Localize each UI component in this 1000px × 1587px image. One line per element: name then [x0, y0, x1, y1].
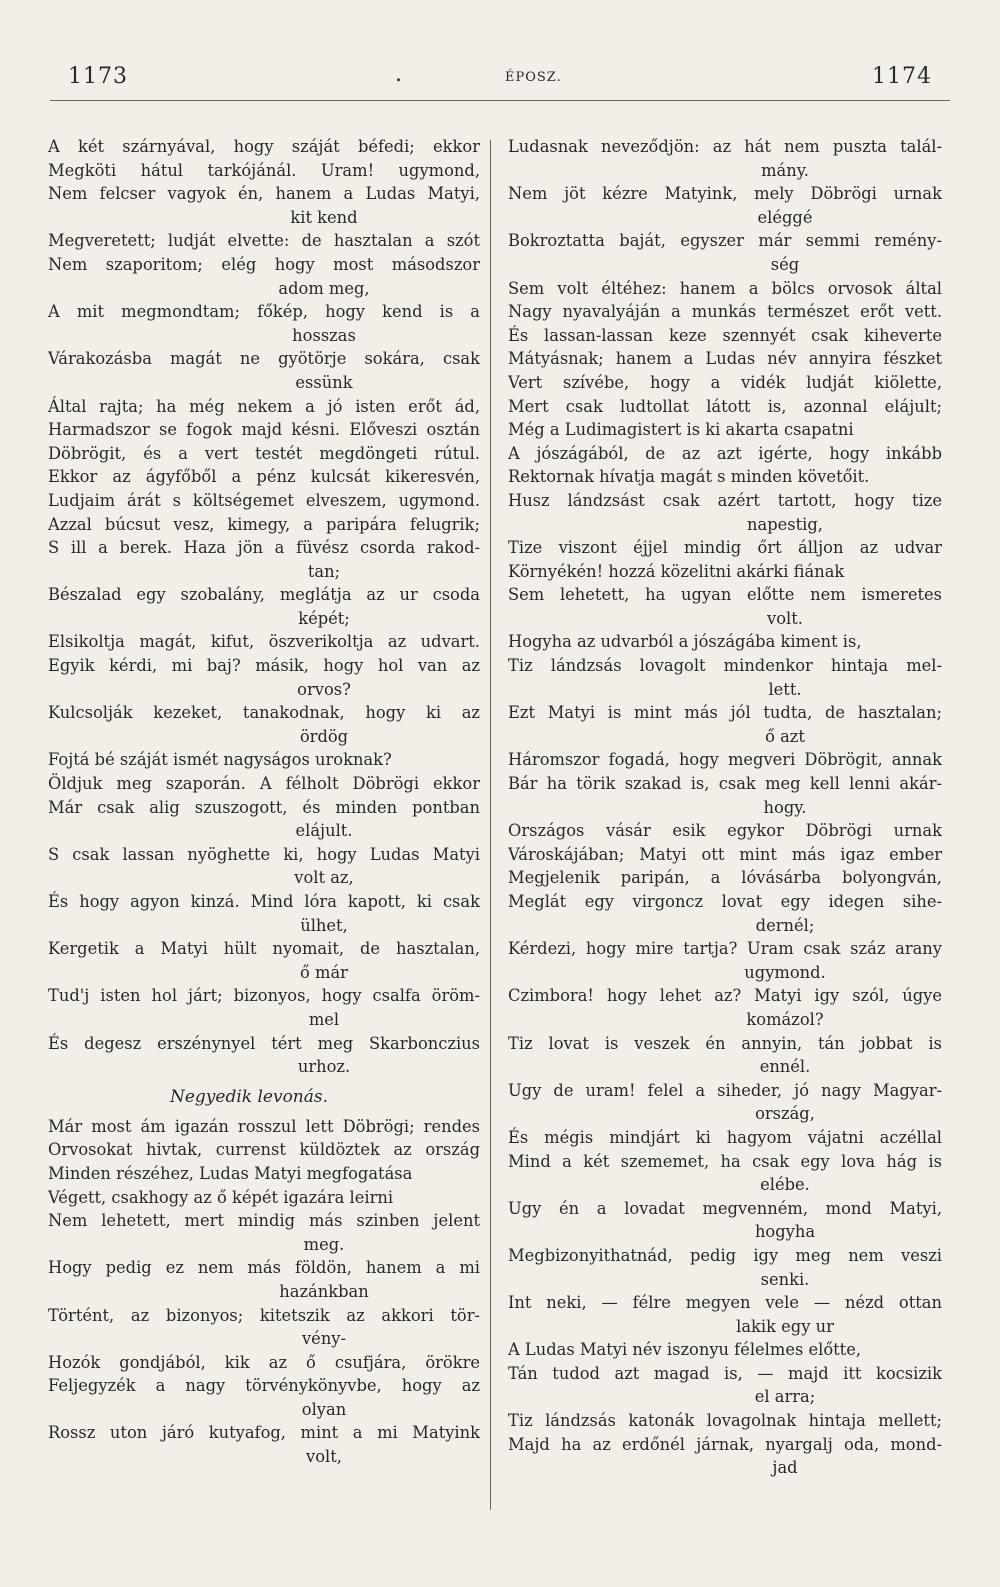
right-column-verses: [508, 135, 942, 1480]
verse-line: Megbizonyithatnád, pedig igy meg nem veszi: [508, 1245, 942, 1265]
verse-line: Int neki, — félre megyen vele — nézd ottan: [508, 1293, 942, 1313]
verse-line: Sem volt éltéhez: hanem a bölcs orvosok által: [508, 278, 942, 298]
verse-line: ország,: [755, 1104, 815, 1124]
verse-line: Nem lehetett, mert mindig más szinben jelent: [48, 1211, 480, 1231]
left-column: [48, 135, 480, 1469]
left-page-number: 1173: [68, 64, 128, 89]
verse-line: A két szárnyával, hogy száját béfedi; ekkor: [48, 137, 480, 156]
verse-line: Mind a két szememet, ha csak egy lova hág is: [508, 1151, 942, 1171]
verse-line: Végett, csakhogy az ő képét igazára leirni: [48, 1187, 394, 1207]
verse-line: Már csak alig szuszogott, és minden pontban: [48, 797, 480, 817]
verse-line: ugymond.: [744, 962, 826, 982]
verse-line: Ludjaim árát s költségemet elveszem, ugymond.: [48, 490, 480, 510]
verse-line: Elsikoltja magát, kifut, öszverikoltja az udvart.: [48, 632, 480, 652]
verse-line: hosszas: [292, 325, 356, 345]
verse-line: A jószágából, de az azt igérte, hogy inkább: [508, 443, 942, 463]
header-rule: [50, 100, 950, 101]
verse-line: eléggé: [757, 207, 813, 227]
verse-line: Bokroztatta baját, egyszer már semmi remény-: [508, 231, 942, 251]
right-page-number: 1174: [872, 64, 932, 89]
verse-line: Nem felcser vagyok én, hanem a Ludas Matyi,: [48, 184, 480, 204]
verse-line: kit kend: [290, 207, 358, 227]
verse-line: A mit megmondtam; főkép, hogy kend is a: [48, 302, 480, 322]
page-header: [50, 58, 950, 98]
verse-line: meg.: [303, 1234, 345, 1254]
verse-line: mány.: [761, 160, 809, 180]
verse-line: Kulcsolják kezeket, tanakodnak, hogy ki az: [48, 703, 480, 723]
verse-line: ennél.: [759, 1057, 811, 1077]
verse-line: Ludasnak neveződjön: az hát nem puszta talál-: [508, 137, 942, 156]
verse-line: Nagy nyavalyáján a munkás természet erőt vett.: [508, 302, 942, 322]
verse-line: Ugy de uram! felel a siheder, jó nagy Magyar-: [508, 1080, 942, 1100]
verse-line: Környékén! hozzá közelitni akárki fiának: [508, 561, 845, 581]
verse-line: Egyik kérdi, mi baj? másik, hogy hol van az: [48, 656, 480, 676]
verse-line: Minden részéhez, Ludas Matyi megfogatása: [48, 1163, 413, 1183]
verse-line: Hozók gondjából, kik az ő csufjára, örökre: [48, 1352, 480, 1372]
left-column-verses-b: [48, 1115, 480, 1469]
verse-line: S csak lassan nyöghette ki, hogy Ludas Matyi: [48, 844, 480, 864]
verse-line: ördög: [299, 726, 349, 746]
verse-line: hogy.: [763, 797, 807, 817]
verse-line: És mégis mindjárt ki hagyom vájatni aczéllal: [508, 1127, 942, 1147]
verse-line: Rossz uton járó kutyafog, mint a mi Matyink: [48, 1423, 480, 1443]
verse-line: volt,: [306, 1447, 342, 1467]
verse-line: volt az,: [294, 868, 354, 888]
verse-line: Még a Ludimagistert is ki akarta csapatni: [508, 420, 854, 440]
verse-line: olyan: [301, 1399, 347, 1419]
verse-line: Vert szívébe, hogy a vidék ludját kiölette,: [508, 372, 942, 392]
verse-line: mel: [308, 1009, 340, 1029]
verse-line: napestig,: [747, 514, 823, 534]
verse-line: vény-: [301, 1329, 347, 1349]
verse-line: Városkájában; Matyi ott mint más igaz ember: [508, 844, 942, 864]
verse-line: Tiz lándzsás katonák lovagolnak hintaja mellett;: [508, 1411, 942, 1431]
verse-line: Nem jöt kézre Matyink, mely Döbrögi urnak: [508, 184, 942, 204]
verse-line: adom meg,: [278, 278, 370, 298]
verse-line: tan;: [307, 561, 341, 581]
verse-line: senki.: [760, 1269, 810, 1289]
verse-line: Hogy pedig ez nem más földön, hanem a mi: [48, 1258, 480, 1278]
verse-line: hazánkban: [279, 1281, 369, 1301]
verse-line: elébe.: [760, 1175, 810, 1195]
verse-line: lett.: [768, 679, 802, 699]
running-title: ÉPOSZ.: [505, 70, 562, 85]
verse-line: Mátyásnak; hanem a Ludas név annyira fészket: [508, 349, 942, 369]
column-divider: [490, 140, 491, 1510]
verse-line: komázol?: [746, 1009, 824, 1029]
verse-line: Nem szaporitom; elég hogy most másodszor: [48, 254, 480, 274]
verse-line: képét;: [298, 608, 350, 628]
verse-line: Tud'j isten hol járt; bizonyos, hogy csalfa öröm-: [48, 986, 480, 1006]
verse-line: Ugy én a lovadat megvenném, mond Matyi,: [508, 1198, 942, 1218]
verse-line: Öldjuk meg szaporán. A félholt Döbrögi ekkor: [48, 774, 480, 794]
verse-line: Által rajta; ha még nekem a jó isten erőt ád,: [48, 396, 480, 416]
verse-line: Tiz lándzsás lovagolt mindenkor hintaja mel-: [508, 656, 942, 676]
verse-line: Fojtá bé száját ismét nagyságos uroknak?: [48, 750, 392, 770]
verse-line: lakik egy ur: [736, 1316, 834, 1336]
verse-line: Tán tudod azt magad is, — majd itt kocsizik: [508, 1363, 942, 1383]
verse-line: Kérdezi, hogy mire tartja? Uram csak száz arany: [508, 939, 942, 959]
verse-line: volt.: [767, 608, 803, 628]
verse-line: Kergetik a Matyi hült nyomait, de hasztalan,: [48, 939, 480, 959]
verse-line: ő már: [300, 962, 348, 982]
verse-line: Majd ha az erdőnél járnak, nyargalj oda, mond-: [508, 1434, 942, 1454]
verse-line: Czimbora! hogy lehet az? Matyi igy szól, úgye: [508, 986, 942, 1006]
verse-line: Bészalad egy szobalány, meglátja az ur csoda: [48, 585, 480, 605]
verse-line: A Ludas Matyi név iszonyu félelmes előtte,: [508, 1340, 862, 1360]
verse-line: el arra;: [754, 1387, 816, 1407]
verse-line: Hogyha az udvarból a jószágába kiment is,: [508, 632, 862, 652]
verse-line: essünk: [295, 372, 353, 392]
verse-line: S ill a berek. Haza jön a füvész csorda rakod-: [48, 538, 480, 558]
verse-line: Bár ha törik szakad is, csak meg kell lenni akár-: [508, 774, 942, 794]
verse-line: Háromszor fogadá, hogy megveri Döbrögit, annak: [508, 750, 942, 770]
verse-line: Ekkor az ágyfőből a pénz kulcsát kikeresvén,: [48, 467, 480, 487]
verse-line: Megjelenik paripán, a lóvásárba bolyongván,: [508, 868, 942, 888]
left-column-verses-a: [48, 135, 480, 1079]
verse-line: urhoz.: [297, 1057, 351, 1077]
verse-line: Tiz lovat is veszek én annyin, tán jobbat is: [508, 1033, 942, 1053]
verse-line: orvos?: [297, 679, 351, 699]
verse-line: Tize viszont éjjel mindig őrt álljon az udvar: [508, 538, 942, 558]
section-subtitle: Negyedik levonás.: [169, 1086, 329, 1107]
verse-line: jad: [772, 1458, 798, 1478]
verse-line: Országos vásár esik egykor Döbrögi urnak: [508, 821, 942, 841]
verse-line: Várakozásba magát ne gyötörje sokára, csak: [48, 349, 480, 369]
verse-line: Harmadszor se fogok majd késni. Elővеszi osztán: [48, 420, 480, 440]
verse-line: dernél;: [755, 915, 815, 935]
verse-line: Rektornak hívatja magát s minden követőit.: [508, 467, 870, 487]
verse-line: Feljegyzék a nagy törvénykönyvbe, hogy az: [48, 1376, 480, 1396]
verse-line: Megköti hátul tarkójánál. Uram! ugymond,: [48, 160, 480, 180]
verse-line: Ezt Matyi is mint más jól tudta, de hasztalan;: [508, 703, 942, 723]
verse-line: elájult.: [295, 821, 353, 841]
verse-line: Orvosokat hivtak, currenst küldöztek az ország: [48, 1140, 480, 1160]
verse-line: Döbrögit, és a vert testét megdöngeti rútul.: [48, 443, 480, 463]
verse-line: Már most ám igazán rosszul lett Döbrögi; rendes: [48, 1116, 480, 1136]
verse-line: Mert csak ludtollat látott is, azonnal elájult;: [508, 396, 942, 416]
verse-line: Husz lándzsást csak azért tartott, hogy tize: [508, 490, 942, 510]
verse-line: Sem lehetett, ha ugyan előtte nem ismeretes: [508, 585, 942, 605]
verse-line: Történt, az bizonyos; kitetszik az akkori tör-: [48, 1305, 480, 1325]
header-dot: .: [395, 62, 402, 87]
verse-line: És hogy agyon kinzá. Mind lóra kapott, ki csak: [48, 892, 480, 911]
verse-line: hogyha: [754, 1222, 816, 1242]
verse-line: És degesz erszénynyel tért meg Skarbonczius: [48, 1033, 480, 1053]
verse-line: És lassan-lassan keze szennyét csak kiheverte: [508, 325, 942, 345]
verse-line: ség: [770, 254, 800, 274]
verse-line: ő azt: [765, 726, 805, 746]
verse-line: ülhet,: [300, 915, 348, 935]
verse-line: Meglát egy virgoncz lovat egy idegen sihe-: [508, 892, 942, 911]
verse-line: Azzal búcsut vesz, kimegy, a paripára felugrik;: [48, 514, 480, 534]
right-column: [508, 135, 942, 1480]
verse-line: Megveretett; ludját elvette: de hasztalan a szót: [48, 231, 480, 251]
